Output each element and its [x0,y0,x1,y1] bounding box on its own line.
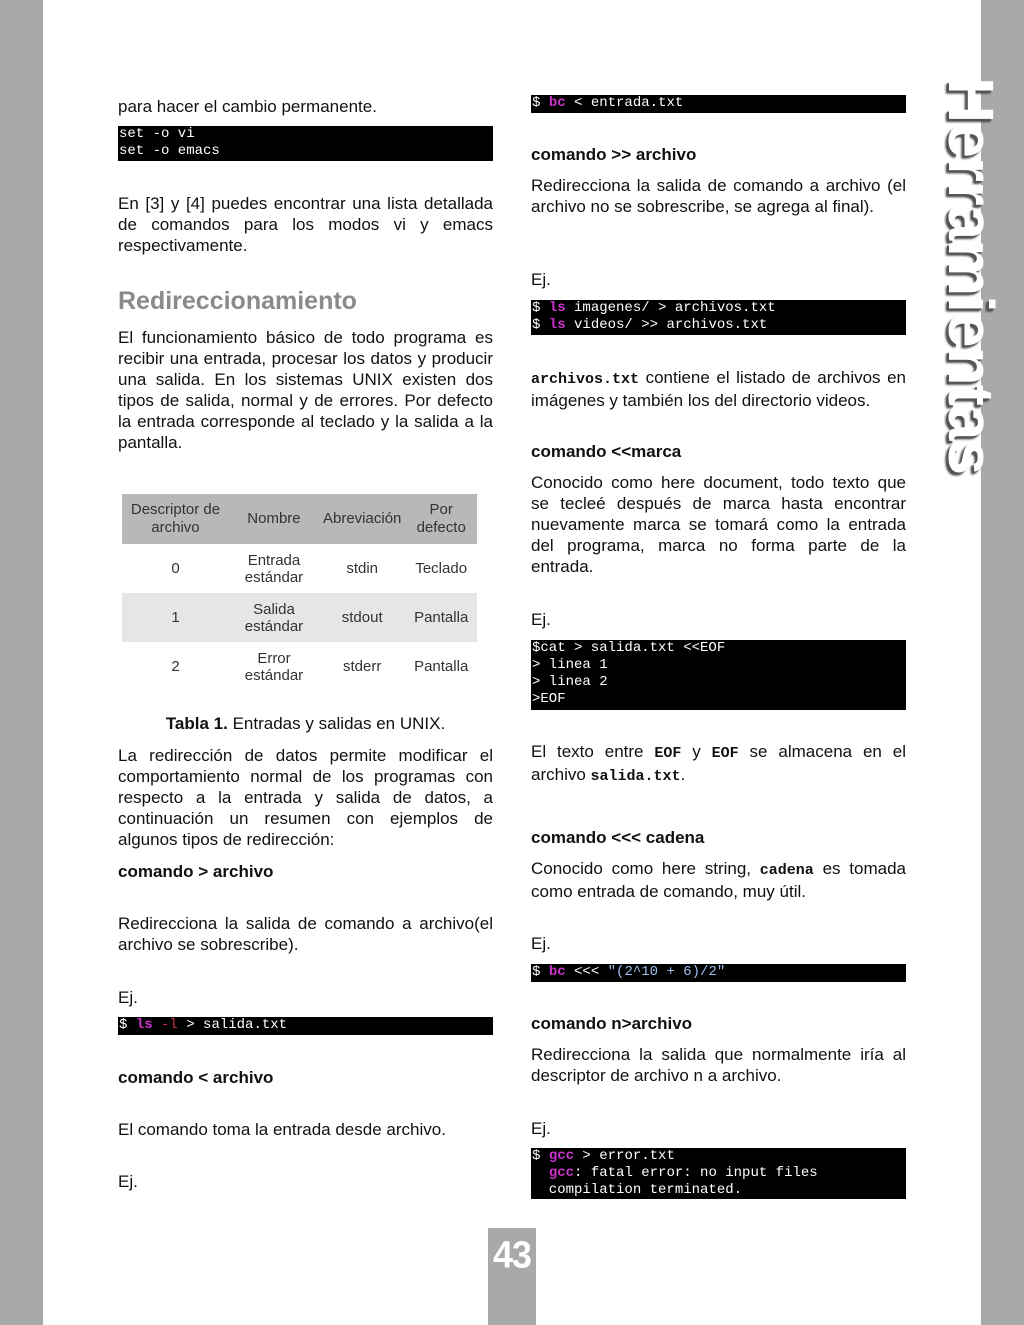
code-line [532,1148,905,1165]
code-rest: videos/ >> archivos.txt [565,317,768,333]
table-header: Nombre [229,494,319,544]
paragraph: La redirección de datos permite modificar el comportamiento normal de los programas con respecto a la entrada y salida de datos, a continuación un resumen con ejemplos de algunos tipos de redirección: [118,746,493,849]
caption-text: Entradas y salidas en UNIX. [227,714,446,733]
code-line: set -o emacs [119,143,220,159]
example-label: Ej. [531,934,551,953]
subheading: comando >> archivo [531,145,697,164]
caption-label: Tabla 1. [165,714,228,733]
code-block-ls [118,1017,493,1035]
code-line: >EOF [532,691,566,707]
paragraph [531,858,906,902]
table-cell: Entrada estándar [244,551,304,586]
page-number-box [488,1228,536,1325]
code-line [532,1165,905,1182]
table-row [122,593,477,642]
inline-code: archivos.txt [531,371,640,388]
paragraph: El comando toma la entrada desde archivo. [118,1120,446,1139]
code-argument: -l [152,1017,178,1033]
example-label: Ej. [531,1119,551,1138]
code-command: bc [548,964,566,980]
code-line: $cat > salida.txt <<EOF [532,640,726,656]
paragraph: Redirecciona la salida de comando a archivo(el archivo se sobrescribe). [118,914,493,954]
table-row [122,544,477,593]
table-cell: Error estándar [244,649,304,684]
code-operator: <<< [565,964,608,980]
code-line: > linea 2 [532,674,608,690]
code-prompt: $ [532,964,549,980]
paragraph: Conocido como here document, todo texto que se tecleé después de marca hasta encontrar nuevamente marca se tomará como la entrada del programa, marca no forma parte de la entrada. [531,473,906,576]
code-rest: : fatal error: no input files [574,1165,818,1181]
paragraph-text: es tomada como entrada de comando, muy útil. [531,859,907,901]
table-cell: Pantalla [405,593,477,642]
table-cell: stderr [343,658,382,675]
table-cell: Salida estándar [229,593,319,642]
paragraph [531,741,906,787]
inline-code: EOF [711,745,739,762]
paragraph-text: contiene el listado de archivos en imágenes y también los del directorio videos. [531,368,906,410]
code-line [532,317,905,334]
example-label: Ej. [118,988,138,1007]
table-caption [118,714,493,734]
code-line [532,300,905,317]
code-line: compilation terminated. [532,1182,743,1198]
code-block-cat [531,640,906,710]
code-command: bc [548,95,566,111]
code-block-bc-herestring [531,964,906,982]
inline-code: salida.txt [590,768,681,785]
table-cell: 0 [171,560,180,577]
inline-code: EOF [654,745,682,762]
code-rest: > salida.txt [177,1017,288,1033]
table-cell: Pantalla [414,658,469,675]
paragraph: Redirecciona la salida de comando a archivo (el archivo no se sobrescribe, se agrega al final). [531,176,906,216]
paragraph-text: y [681,742,712,761]
code-command: gcc [548,1148,575,1164]
table-header: Abreviación [319,494,405,544]
code-rest: < entrada.txt [565,95,684,111]
subheading: comando <<< cadena [531,828,705,847]
code-line: set -o vi [119,126,195,142]
code-command: gcc [548,1165,575,1181]
code-command: ls [548,317,566,333]
paragraph: En [3] y [4] puedes encontrar una lista detallada de comandos para los modos vi y emacs respectivamente. [118,194,493,255]
page-number: 43 [492,1232,532,1276]
code-string: "(2^10 + 6)/2" [607,964,726,980]
table-cell: Teclado [415,560,468,577]
io-table [122,494,477,691]
table-header: Por defecto [405,494,477,544]
paragraph-text: . [680,765,686,784]
example-label: Ej. [531,270,551,289]
paragraph-text: Conocido como here string, [531,859,760,878]
code-prompt: $ [119,1017,136,1033]
code-block-gcc [531,1148,906,1199]
code-command: ls [548,300,566,316]
paragraph: Redirecciona la salida que normalmente iría al descriptor de archivo n a archivo. [531,1045,906,1085]
inline-code: cadena [759,862,814,879]
section-side-title: Herramientas [935,77,1007,475]
code-prompt: $ [532,1148,549,1164]
code-indent [532,1165,549,1181]
paragraph: El funcionamiento básico de todo programa es recibir una entrada, procesar los datos y producir una salida. En los sistemas UNIX existen dos tipos de salida, normal y de errores. Por defecto la entrada corresponde al teclado y la salida a la pantalla. [118,328,493,452]
table-cell: 1 [122,593,229,642]
code-rest: imagenes/ > archivos.txt [565,300,776,316]
subheading: comando n>archivo [531,1014,693,1033]
paragraph-text: se almacena en el archivo [531,742,907,784]
paragraph [531,367,906,411]
example-label: Ej. [118,1172,138,1191]
code-prompt: $ [532,300,549,316]
code-command: ls [135,1017,153,1033]
code-block-ls-append [531,300,906,335]
table-header-row [122,494,477,544]
code-block-bc [531,95,906,113]
example-label: Ej. [531,610,551,629]
table-row [122,642,477,691]
paragraph: para hacer el cambio permanente. [118,97,377,116]
paragraph-text: El texto entre [531,742,655,761]
table-cell: stdin [346,560,379,577]
code-line: > linea 1 [532,657,608,673]
table-cell: 2 [171,658,180,675]
table-cell: stdout [319,593,405,642]
section-title: Redireccionamiento [118,287,357,315]
subheading: comando <<marca [531,442,682,461]
code-block-set [118,126,493,161]
code-prompt: $ [532,95,549,111]
subheading: comando < archivo [118,1068,274,1087]
subheading: comando > archivo [118,862,274,881]
table-header: Descriptor de archivo [122,494,229,544]
code-rest: > error.txt [574,1148,675,1164]
code-prompt: $ [532,317,549,333]
